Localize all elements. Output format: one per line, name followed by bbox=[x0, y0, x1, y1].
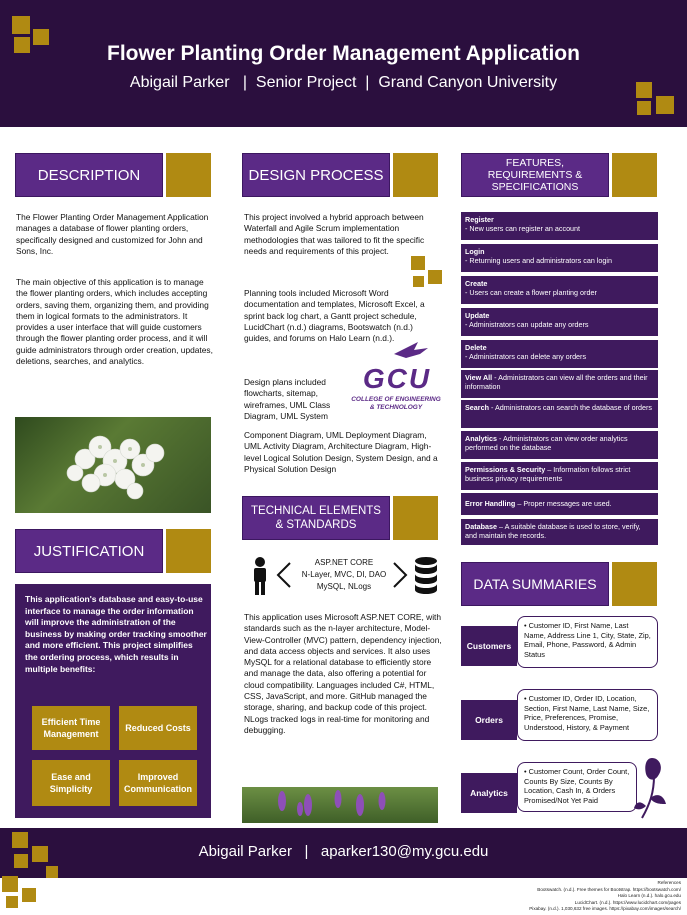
feature-name: Analytics bbox=[465, 434, 497, 443]
feature-analytics bbox=[461, 431, 658, 459]
feature-name: Error Handling bbox=[465, 499, 516, 508]
reference-item: Pixabay. (n.d.). 1,030,632 free images. https://pixabay.com/images/search/ bbox=[529, 906, 681, 911]
features-title-line1: FEATURES, bbox=[505, 157, 565, 169]
technical-title-line2: & STANDARDS bbox=[275, 519, 357, 531]
tech-diagram-line3: MySQL, NLogs bbox=[316, 582, 372, 591]
decor-square bbox=[612, 562, 657, 606]
feature-name: View All bbox=[465, 373, 493, 382]
technical-title-line1: TECHNICAL ELEMENTS bbox=[251, 505, 381, 517]
database-icon bbox=[415, 557, 437, 594]
feature-view-all bbox=[461, 370, 658, 398]
feature-delete bbox=[461, 340, 658, 368]
reference-item: Bootswatch. (n.d.). Free themes for Bootstrap. https://bootswatch.com/ bbox=[537, 886, 681, 892]
decor-square bbox=[637, 101, 651, 115]
gcu-logo bbox=[348, 340, 444, 414]
chevron-left-icon bbox=[278, 563, 290, 587]
flower-decoration bbox=[634, 752, 670, 822]
feature-name: Login bbox=[465, 247, 485, 256]
header-banner bbox=[0, 0, 687, 130]
feature-desc: - Users can create a flower planting order bbox=[465, 288, 597, 297]
justification-title: JUSTIFICATION bbox=[15, 529, 163, 573]
decor-square bbox=[428, 270, 442, 284]
feature-register bbox=[461, 212, 658, 240]
decor-square bbox=[393, 496, 438, 540]
decor-square bbox=[6, 896, 18, 908]
design-p1: This project involved a hybrid approach between Waterfall and Agile Scrum implementation methodologies that was tailored to fit the specific needs and requirements of this project. bbox=[244, 212, 425, 256]
feature-name: Register bbox=[465, 215, 494, 224]
lavender-photo bbox=[242, 787, 438, 823]
feature-desc: - Administrators can view order analytics performed on the database bbox=[465, 434, 628, 452]
tech-diagram-line2: N-Layer, MVC, DI, DAO bbox=[301, 570, 387, 579]
feature-desc: - Administrators can delete any orders bbox=[465, 352, 587, 361]
data-label-orders: Orders bbox=[461, 700, 517, 740]
feature-update bbox=[461, 308, 658, 336]
decor-square bbox=[166, 529, 211, 573]
feature-desc: – Proper messages are used. bbox=[515, 499, 612, 508]
reference-item: LucidChart. (n.d.). https://www.lucidchart.com/pages bbox=[574, 899, 681, 905]
feature-desc: - Returning users and administrators can login bbox=[465, 256, 613, 265]
decor-square bbox=[12, 16, 30, 34]
benefit-improved-communication: Improved Communication bbox=[119, 760, 197, 806]
lavender-image bbox=[242, 787, 438, 823]
decor-square bbox=[2, 876, 18, 892]
data-box-customers bbox=[517, 616, 658, 668]
feature-database bbox=[461, 519, 658, 545]
feature-desc: - New users can register an account bbox=[465, 224, 581, 233]
decor-square bbox=[612, 153, 657, 197]
feature-name: Permissions & Security bbox=[465, 465, 546, 474]
design-title: DESIGN PROCESS bbox=[242, 153, 390, 197]
page-subtitle: Abigail Parker | Senior Project | Grand Canyon University bbox=[129, 74, 558, 91]
feature-name: Create bbox=[465, 279, 488, 288]
feature-name: Update bbox=[465, 311, 490, 320]
design-p2: Planning tools included Microsoft Word documentation and templates, Microsoft Excel, a sprint back log chart, a Gantt project schedule, LucidChart (n.d.) diagrams, Bootswatch (n.d.) guides, and forums on Halo Learn (n.d.). bbox=[244, 288, 425, 344]
decor-square bbox=[22, 888, 36, 902]
description-p2: The main objective of this application is to manage the flower planting orders, which includes accepting orders, saving them, organizing them, and providing them in logical formats to the administrators. It provides a user interface that will guide customers through the flower planting order process, and it will guide administrators through order creation, updates, deletions, searches, and analytics. bbox=[16, 277, 213, 367]
feature-create bbox=[461, 276, 658, 304]
features-title-line2: REQUIREMENTS & bbox=[487, 169, 583, 181]
decor-square bbox=[413, 276, 424, 287]
data-box-orders bbox=[517, 689, 658, 741]
technical-text: This application uses Microsoft ASP.NET CORE, with standards such as the n-layer architecture, Model-View-Controller (MVC) pattern, dependency injection, and data access objects and services. It also uses MySQL for a relational database to efficiently store and manage the data, also offering a potential for cloud compatibility. Languages included C#, HTML, CSS, JavaScript, and more. GitHub managed the storage, sharing, and backup code of this project. NLogs tracked logs in real-time for monitoring and debugging. bbox=[244, 612, 442, 735]
features-title bbox=[461, 153, 609, 197]
justification-text: This application's database and easy-to-use interface to manage the order information will improve the administration of the business by making order tracking smoother and more efficient. This project simplifies the ordering process, which results in multiple benefits: bbox=[25, 594, 207, 674]
flower-image bbox=[15, 417, 211, 513]
page-title: Flower Planting Order Management Application bbox=[107, 42, 580, 65]
decor-square bbox=[166, 153, 211, 197]
benefit-ease-simplicity: Ease and Simplicity bbox=[32, 760, 110, 806]
design-p3a: Design plans included flowcharts, sitemap, wireframes, UML Class Diagram, UML System bbox=[244, 377, 331, 421]
decor-square bbox=[46, 866, 58, 878]
gcu-logo-sub2: & TECHNOLOGY bbox=[369, 404, 423, 411]
decor-square bbox=[393, 153, 438, 197]
feature-desc: - Administrators can update any orders bbox=[465, 320, 589, 329]
reference-item: Halo Learn (n.d.). halo.gcu.edu bbox=[617, 893, 681, 898]
data-summaries-title: DATA SUMMARIES bbox=[461, 562, 609, 606]
footer-contact: Abigail Parker | aparker130@my.gcu.edu bbox=[198, 843, 489, 860]
user-icon bbox=[254, 557, 266, 595]
feature-name: Search bbox=[465, 403, 489, 412]
references bbox=[381, 880, 681, 913]
technical-title bbox=[242, 496, 390, 540]
description-title: DESCRIPTION bbox=[15, 153, 163, 197]
feature-login bbox=[461, 244, 658, 272]
feature-error-handling bbox=[461, 493, 658, 515]
gcu-logo-sub1: COLLEGE OF ENGINEERING bbox=[351, 396, 441, 403]
tech-diagram-line1: ASP.NET CORE bbox=[314, 558, 374, 567]
feature-desc: - Administrators can view all the orders and their information bbox=[465, 373, 648, 391]
feature-name: Delete bbox=[465, 343, 487, 352]
feature-desc: – Information follows strict business privacy requirements bbox=[465, 465, 631, 483]
description-p1: The Flower Planting Order Management Application manages a database of flower planting orders, specifically designed and customized for John and Sons, Inc. bbox=[16, 212, 209, 256]
decor-square bbox=[656, 96, 674, 114]
hydrangea-photo bbox=[15, 417, 211, 513]
benefit-efficient-time: Efficient Time Management bbox=[32, 706, 110, 750]
data-text-analytics: • Customer Count, Order Count, Counts By Size, Counts By Location, Cash In, & Orders Promised/Not Yet Paid bbox=[524, 767, 630, 805]
data-text-orders: • Customer ID, Order ID, Location, Section, First Name, Last Name, Size, Price, Preferences, Promise, Understood, History, & Payment bbox=[524, 694, 650, 732]
feature-desc: – A suitable database is used to store, verify, and maintain the records. bbox=[465, 522, 641, 540]
decor-square bbox=[411, 256, 425, 270]
feature-search bbox=[461, 400, 658, 428]
references-heading: References bbox=[657, 880, 681, 885]
design-p3b: Component Diagram, UML Deployment Diagram, UML Activity Diagram, Architecture Diagram, High-level Logical Solution Design, System Design, and a Physical Solution Design bbox=[244, 430, 438, 474]
feature-name: Database bbox=[465, 522, 497, 531]
benefit-reduced-costs: Reduced Costs bbox=[119, 706, 197, 750]
feature-desc: - Administrators can search the database of orders bbox=[488, 403, 652, 412]
data-text-customers: • Customer ID, First Name, Last Name, Address Line 1, City, State, Zip, Email, Phone, Password, & Admin Status bbox=[524, 621, 651, 659]
features-title-line3: SPECIFICATIONS bbox=[491, 181, 579, 193]
data-box-analytics bbox=[517, 762, 637, 812]
data-label-customers: Customers bbox=[461, 626, 517, 666]
gcu-logo-text: GCU bbox=[362, 363, 432, 394]
footer-banner bbox=[0, 828, 687, 878]
data-label-analytics: Analytics bbox=[461, 773, 517, 813]
feature-permissions-security bbox=[461, 462, 658, 490]
